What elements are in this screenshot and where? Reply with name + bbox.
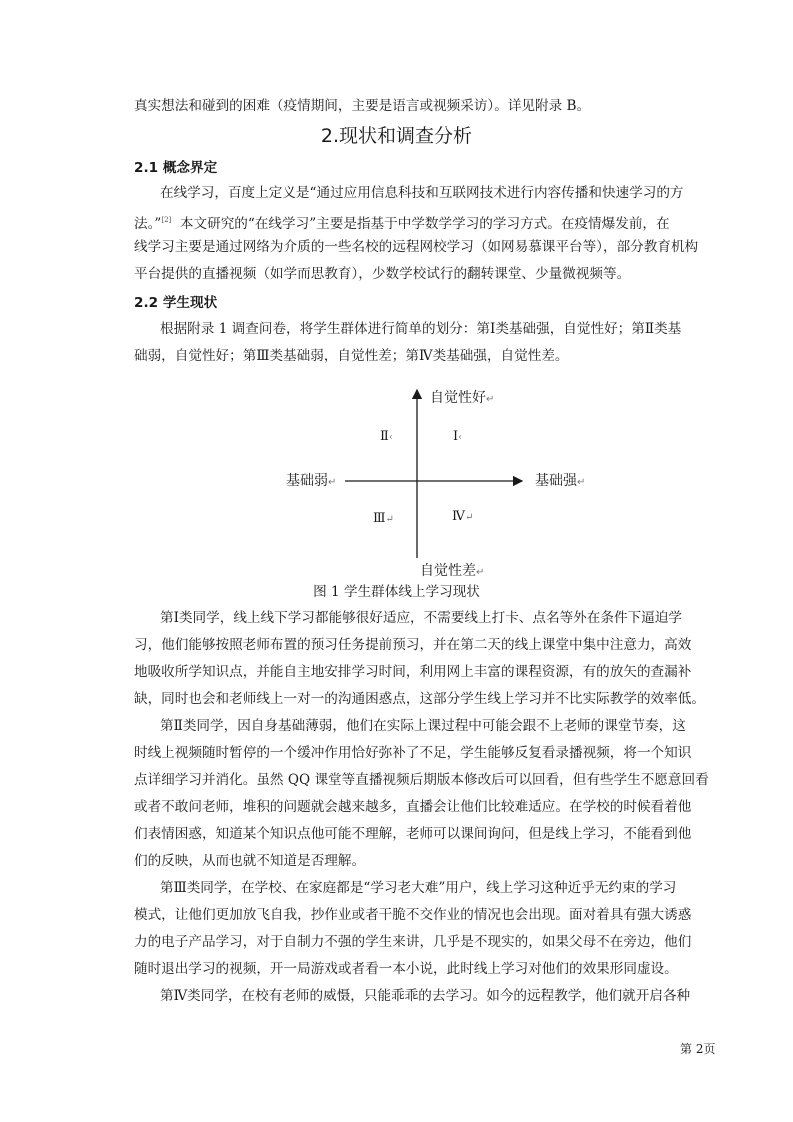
axis-label-bottom: 自觉性差↵: [420, 563, 485, 579]
axis-label-right: 基础强↵: [535, 473, 586, 489]
s22-line-2: 础弱，自觉性好；第Ⅲ类基础弱，自觉性差；第Ⅳ类基础强，自觉性差。: [134, 348, 569, 364]
figure-caption: 图 1 学生群体线上学习现状: [313, 584, 480, 600]
p2-line-4: 或者不敢问老师，堆积的问题就会越来越多，直播会让他们比较难适应。在学校的时候看着他: [134, 799, 692, 815]
p2-line-5: 们表情困惑，知道某个知识点他可能不理解，老师可以课间询问，但是线上学习，不能看到他: [134, 826, 692, 842]
p2-line-3: 点详细学习并消化。虽然 QQ 课堂等直播视频后期版本修改后可以回看，但有些学生不愿意回看: [134, 772, 709, 788]
citation-ref: [2]: [161, 216, 172, 224]
p1-line-3: 地吸收所学知识点，并能自主地安排学习时间，利用网上丰富的课程资源，有的放矢的查漏补: [134, 664, 692, 680]
quadrant-label-1: Ⅰ‹: [453, 429, 463, 444]
s21-line-1: 在线学习，百度上定义是“通过应用信息科技和互联网技术进行内容传播和快速学习的方: [160, 185, 684, 201]
p2-line-2: 时线上视频随时暂停的一个缓冲作用恰好弥补了不足，学生能够反复看录播视频，将一个知识: [134, 745, 692, 761]
p3-line-3: 力的电子产品学习，对于自制力不强的学生来讲，几乎是不现实的，如果父母不在旁边，他们: [134, 934, 692, 950]
subsection-title-2-2: 2.2 学生现状: [134, 295, 218, 311]
axis-label-left: 基础弱↵: [286, 473, 337, 489]
p3-line-2: 模式，让他们更加放飞自我，抄作业或者干脆不交作业的情况也会出现。面对着具有强大诱惑: [134, 907, 692, 923]
axis-label-top: 自觉性好↵: [430, 390, 495, 406]
quadrant-label-4: Ⅳ↵: [452, 509, 474, 524]
p2-line-6: 们的反映，从而也就不知道是否理解。: [134, 853, 366, 869]
quadrant-label-3: Ⅲ↵: [373, 511, 394, 526]
s21-line-2-start: 法。”: [134, 216, 162, 232]
s21-line-2: [134, 212, 670, 232]
p4-line-1: 第Ⅳ类同学，在校有老师的威慑，只能乖乖的去学习。如今的远程教学，他们就开启各种: [160, 988, 691, 1004]
p3-line-4: 随时退出学习的视频，开一局游戏或者看一本小说，此时线上学习对他们的效果形同虚设。: [134, 961, 678, 977]
quadrant-figure: [270, 380, 590, 580]
s21-line-2-rest: 本文研究的“在线学习”主要是指基于中学数学学习的学习方式。在疫情爆发前，在: [179, 216, 670, 232]
s21-line-3: 线学习主要是通过网络为介质的一些名校的远程网校学习（如网易慕课平台等），部分教育机构: [134, 239, 699, 255]
p3-line-1: 第Ⅲ类同学，在学校、在家庭都是“学习老大难”用户，线上学习这种近乎无约束的学习: [160, 880, 677, 896]
intro-line: 真实想法和碰到的困难（疫情期间，主要是语言或视频采访）。详见附录 B。: [134, 98, 591, 114]
s21-line-4: 平台提供的直播视频（如学而思教育），少数学校试行的翻转课堂、少量微视频等。: [134, 266, 631, 282]
s22-line-1: 根据附录 1 调查问卷，将学生群体进行简单的划分：第Ⅰ类基础强，自觉性好；第Ⅱ类基: [160, 321, 682, 337]
p1-line-2: 习，他们能够按照老师布置的预习任务提前预习，并在第二天的线上课堂中集中注意力，高效: [134, 637, 692, 653]
p1-line-4: 缺，同时也会和老师线上一对一的沟通困惑点，这部分学生线上学习并不比实际教学的效率低。: [134, 691, 705, 707]
subsection-title-2-1: 2.1 概念界定: [134, 160, 218, 176]
quadrant-label-2: Ⅱ‹: [380, 429, 393, 444]
page-number: 第 2页: [680, 1042, 716, 1056]
p2-line-1: 第Ⅱ类同学，因自身基础薄弱，他们在实际上课过程中可能会跟不上老师的课堂节奏，这: [160, 718, 686, 734]
p1-line-1: 第Ⅰ类同学，线上线下学习都能够很好适应，不需要线上打卡、点名等外在条件下逼迫学: [160, 610, 682, 626]
section-title: 2.现状和调查分析: [320, 125, 473, 147]
